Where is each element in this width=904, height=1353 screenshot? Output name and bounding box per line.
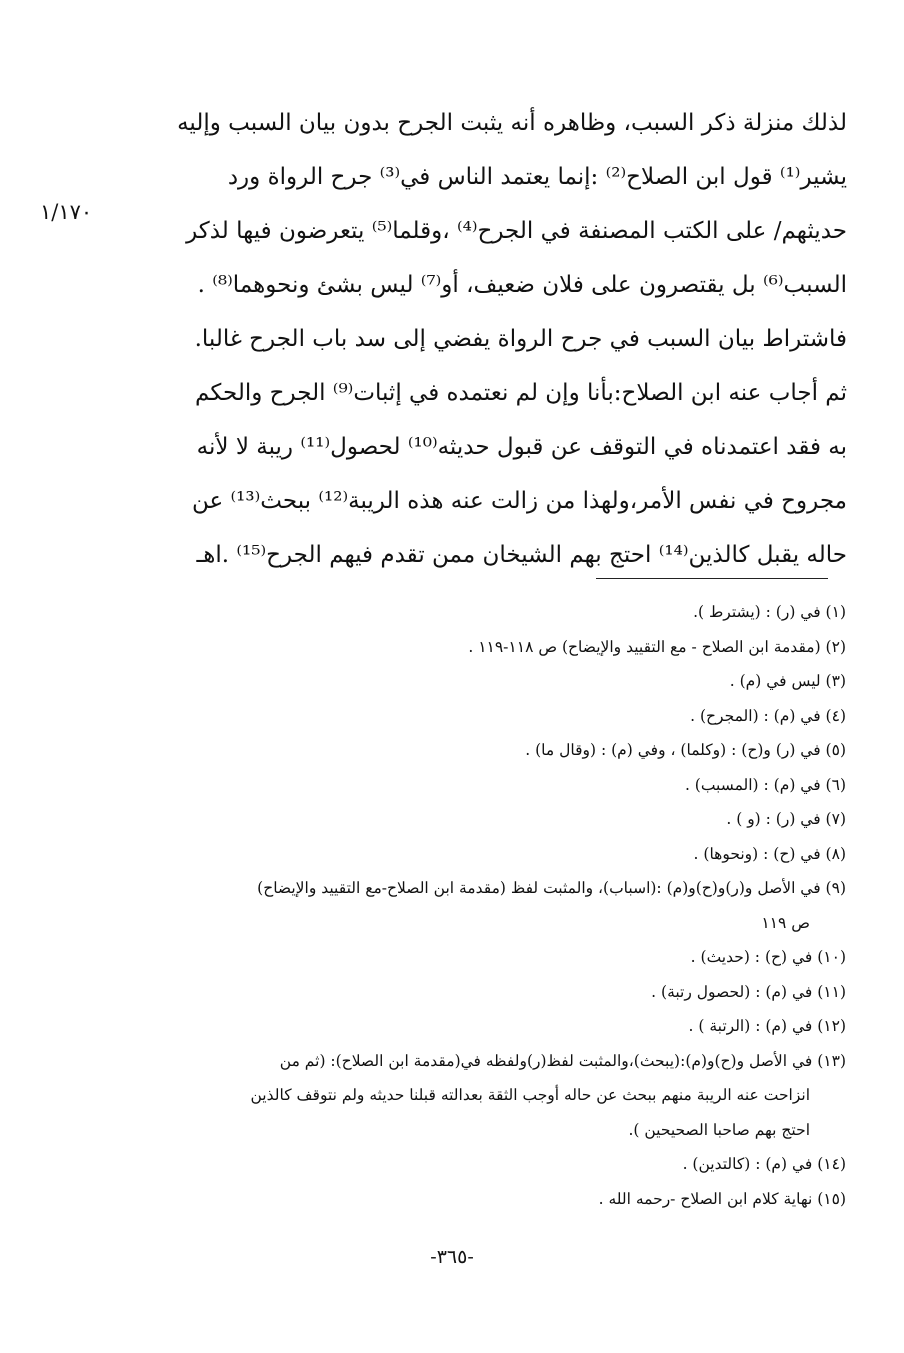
manuscript-folio-note: ١/١٧٠ — [40, 200, 93, 224]
footnote: (٤) في (م) : (المجرح) . — [690, 706, 846, 725]
body-line: به فقد اعتمدناه في التوقف عن قبول حديثه⁽¹⁰⁾ لحصول⁽¹¹⁾ ريبة لا لأنه — [196, 434, 847, 460]
footnote: (١) في (ر) : (يشترط ). — [693, 603, 846, 621]
footnote: (٥) في (ر) و(ح) : (وكلما) ، وفي (م) : (وقال ما) . — [525, 741, 846, 759]
footnote: (٣) ليس في (م) . — [729, 672, 846, 690]
footnote: (٢) (مقدمة ابن الصلاح - مع التقييد والإيضاح) ص ١١٨-١١٩ . — [468, 637, 846, 656]
body-line: فاشتراط بيان السبب في جرح الرواة يفضي إلى سد باب الجرح غالبا. — [194, 326, 847, 352]
footnote: (١٢) في (م) : (الرتبة ) . — [688, 1017, 846, 1035]
footnote: (١٤) في (م) : (كالتدين) . — [682, 1155, 846, 1173]
footnote: (١٠) في (ح) : (حديث) . — [690, 948, 846, 966]
footnote-continuation: انزاحت عنه الريبة منهم ببحث عن حاله أوجب الثقة بعدالته قبلنا حديثه ولم نتوقف كالذين — [250, 1086, 810, 1104]
body-line: يشير⁽¹⁾ قول ابن الصلاح⁽²⁾ :إنما يعتمد الناس في⁽³⁾ جرح الرواة ورد — [227, 164, 847, 190]
body-line: ثم أجاب عنه ابن الصلاح:بأنا وإن لم نعتمده في إثبات⁽⁹⁾ الجرح والحكم — [195, 380, 847, 406]
body-line: حاله يقبل كالذين⁽¹⁴⁾ احتج بهم الشيخان ممن تقدم فيهم الجرح⁽¹⁵⁾ .اهـ — [196, 542, 847, 568]
footnote: (٨) في (ح) : (ونحوها) . — [693, 844, 846, 863]
footnote: (١٥) نهاية كلام ابن الصلاح -رحمه الله . — [598, 1189, 846, 1208]
page-number: -٣٦٥- — [430, 1246, 474, 1268]
footnote: (٧) في (ر) : (و ) . — [726, 810, 846, 828]
footnote: (١١) في (م) : (لحصول رتبة) . — [651, 982, 846, 1001]
body-line: مجروح في نفس الأمر،ولهذا من زالت عنه هذه الريبة⁽¹²⁾ ببحث⁽¹³⁾ عن — [191, 488, 847, 514]
footnote-continuation: ص ١١٩ — [761, 913, 810, 932]
footnote: (١٣) في الأصل و(ح)و(م):(يبحث)،والمثبت لفظ(ر)ولفظه في(مقدمة ابن الصلاح): (ثم من — [279, 1051, 846, 1070]
footnote: (٦) في (م) : (المسبب) . — [684, 775, 846, 794]
body-line: حديثهم/ على الكتب المصنفة في الجرح⁽⁴⁾ ،وقلما⁽⁵⁾ يتعرضون فيها لذكر — [186, 218, 847, 244]
body-line: السبب⁽⁶⁾ بل يقتصرون على فلان ضعيف، أو⁽⁷⁾ ليس بشئ ونحوهما⁽⁸⁾ . — [197, 272, 847, 298]
footnote-separator — [596, 578, 828, 579]
footnote: (٩) في الأصل و(ر)و(ح)و(م) :(اسباب)، والمثبت لفظ (مقدمة ابن الصلاح-مع التقييد والإيضاح) — [257, 879, 846, 897]
main-text-block — [112, 98, 847, 584]
footnote-continuation: احتج بهم صاحبا الصحيحين ). — [628, 1120, 810, 1139]
body-line: لذلك منزلة ذكر السبب، وظاهره أنه يثبت الجرح بدون بيان السبب وإليه — [177, 110, 847, 136]
footnotes-block — [118, 596, 846, 1217]
